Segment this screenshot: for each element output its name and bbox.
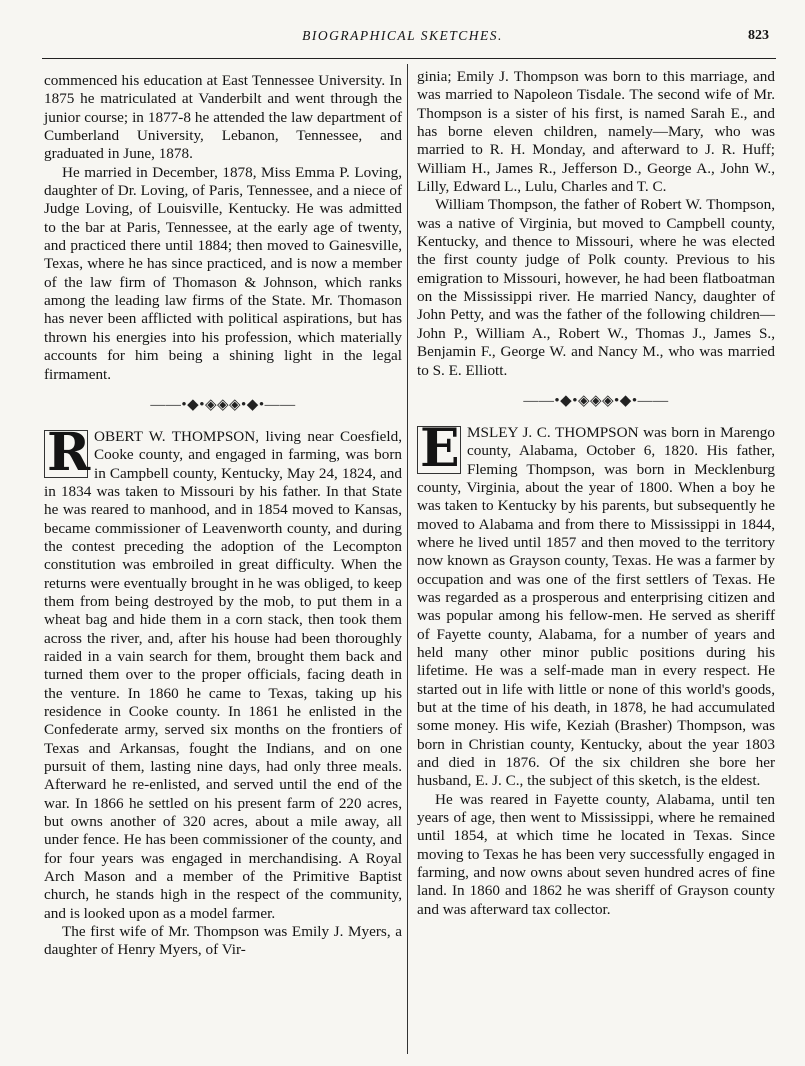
subject-name: MSLEY J. C. THOMPSON — [467, 423, 639, 441]
column-divider — [407, 64, 408, 1054]
paragraph: William Thompson, the father of Robert W. Thompson, was a native of Virginia, but moved to Campbell county, Kentucky, and thence to Missouri, where he was elected the first county judge of Polk county. Previous to his emigration to Missouri, however, he had been flatboatman on the Mississippi river. He married Nancy, daughter of John Petty, and was the father of the following children—John P., William A., Robert W., Thomas J., James S., Benjamin F., George W. and Nancy M., who was married to S. E. Elliott. — [417, 196, 775, 379]
running-head: BIOGRAPHICAL SKETCHES. — [302, 28, 503, 43]
ornament-divider: ——•◆•◈◈◈•◆•—— — [523, 392, 669, 409]
paragraph: The first wife of Mr. Thompson was Emily J. Myers, a daughter of Henry Myers, of Vir- — [44, 923, 402, 959]
sketch-start-emsley-j-c-thompson — [417, 417, 775, 791]
drop-cap: R — [44, 430, 88, 478]
page-header — [0, 28, 805, 48]
page-number: 823 — [748, 28, 769, 43]
left-column — [44, 72, 402, 960]
paragraph-body: living near Coesfield, Cooke county, and engaged in farming, was born in Campbell county, Kentucky, May 24, 1824, and in 1834 was taken to Missouri by his father. In that State he was reared to manhood, and in 1854 moved to Kansas, became commissioner of Leavenworth county, and during the contest preceding the adoption of the Lecompton constitution was embroiled in great difficulty. When the returns were eventually brought in he was obliged, to keep them from being destroyed by the mob, to put them in a wheat bag and hide them in a corn stack, then took them across the river, and, after his house had been thoroughly raided in a vain search for them, brought them back and turned them over to the proper officials, facing death in the venture. In 1860 he came to Texas, taking up his residence in Cooke county. In 1861 he enlisted in the Confederate army, served six months on the frontiers of Texas and Arkansas, fought the Indians, and on one pursuit of them, lasting nine days, had only three meals. Afterward he re-enlisted, and served until the end of the war. In 1866 he settled on his present farm of 220 acres, but owns another of 320 acres, about a mile away, all under fence. He has been commissioner of the county, and for four years was engaged in merchandising. A Royal Arch Mason and a member of the Primitive Baptist church, he stands high in the respect of the community, and is looked upon as a model farmer. — [44, 427, 403, 922]
paragraph: He was reared in Fayette county, Alabama, until ten years of age, then went to Mississippi, where he remained until 1854, at which time he located in Texas. Since moving to Texas he has been very successfully engaged in farming, and now owns about seven hundred acres of fine land. In 1860 and 1862 he was sheriff of Grayson county and was afterward tax collector. — [417, 790, 775, 918]
subject-name: OBERT W. THOMPSON, — [94, 427, 260, 445]
header-rule — [42, 58, 776, 59]
ornament-divider: ——•◆•◈◈◈•◆•—— — [150, 396, 296, 413]
paragraph-body: was born in Marengo county, Alabama, October 6, 1820. His father, Fleming Thompson, was born in Mecklenburg county, Virginia, about the year of 1800. When a boy he was taken to Kentucky by his parents, but subsequently he moved to Alabama and from there to Mississippi in 1844, where he lived until 1857 and then moved to the territory now known as Grayson county, Texas. He was a farmer by occupation and was one of the first settlers of Texas. He was regarded as a prosperous and enterprising citizen and was popular among his fellow-men. He served as sheriff of Fayette county, Alabama, for a number of years and held many other minor public positions during his lifetime. He was a self-made man in every respect. He started out in life with little or none of this world's goods, but at the time of his death, in 1878, he had accumulated some money. His wife, Keziah (Brasher) Thompson, was born in Christian county, Kentucky, about the year 1803 and died in 1876. Of the six children she bore her husband, E. J. C., the subject of this sketch, is the eldest. — [417, 423, 775, 790]
paragraph: He married in December, 1878, Miss Emma P. Loving, daughter of Dr. Loving, of Paris, Tennessee, and a niece of Judge Loving, of Louisville, Kentucky. He was admitted to the bar at Paris, Tennessee, at the early age of twenty, and practiced there until 1884; then moved to Gainesville, Texas, where he has since practiced, and is now a member of the law firm of Thomason & Johnson, which ranks among the leading law firms of the State. Mr. Thomason has never been afflicted with political aspirations, but has thrown his energies into his profession, which materially accounts for him being a shining light in the legal firmament. — [44, 163, 402, 383]
paragraph: ginia; Emily J. Thompson was born to this marriage, and was married to Napoleon Tisdale. The second wife of Mr. Thompson is a sister of his first, is named Sarah E., and has borne eleven children, namely—Mary, who was married to R. H. Monday, and afterward to J. R. Huff; William H., James R., Jefferson D., George A., John W., Lilly, Edward L., Lulu, Charles and T. C. — [417, 68, 775, 196]
paragraph: commenced his education at East Tennessee University. In 1875 he matriculated at Vanderbilt and went through the junior course; in 1877-8 he attended the law department of Cumberland University, Lebanon, Tennessee, and graduated in June, 1878. — [44, 72, 402, 163]
drop-cap: E — [417, 426, 461, 474]
right-column — [417, 68, 775, 919]
sketch-start-robert-w-thompson — [44, 421, 403, 923]
